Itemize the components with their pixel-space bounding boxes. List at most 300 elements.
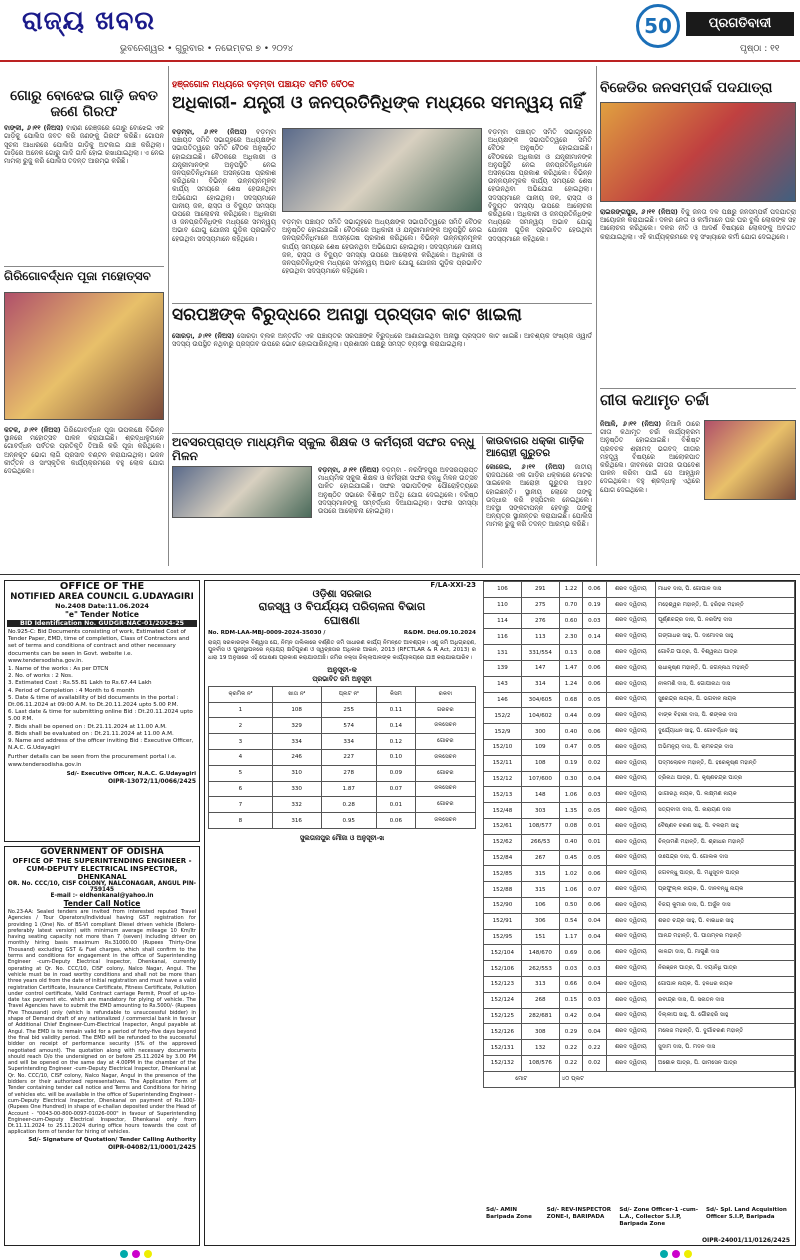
table-cell: 0.05 [583, 850, 606, 866]
story-photo [172, 466, 312, 518]
registration-mark-icon [144, 1250, 152, 1258]
ad-row: 5. Date & time of availability of bid documents in the portal : Dt.06.11.2024 at 09:00 A.M. to Dt.20.11.2024 upto 5.00 P.M. [8, 694, 179, 709]
table-cell: 267 [521, 850, 559, 866]
table-cell: 0.13 [559, 645, 582, 661]
divider [168, 66, 169, 566]
table-cell: 334 [272, 734, 321, 750]
ad-schedule-label: ଅନୁସୂଚୀ-କ [327, 665, 357, 674]
story-dateline: ବାଙ୍କୀ, ୬।୧୧ (ନିଅସ) [4, 124, 64, 133]
table-cell: 332 [272, 797, 321, 813]
ad-row: 3. Estimated Cost : Rs.55.81 Lakh to Rs.67.44 Lakh [8, 680, 152, 687]
table-cell: ଶରଦ ଦ୍ୱିତୀୟ [606, 676, 656, 692]
table-cell: 152/125 [484, 1008, 522, 1024]
table-cell: 315 [521, 882, 559, 898]
table-cell: 0.47 [559, 739, 582, 755]
table-cell: ଶରଦ ଦ୍ୱିତୀୟ [606, 1024, 656, 1040]
table-cell: ଶରଦ ଦ୍ୱିତୀୟ [606, 1008, 656, 1024]
table-cell: 0.69 [559, 945, 582, 961]
table-cell: 255 [321, 702, 376, 718]
table-row [484, 850, 795, 866]
table-cell: 152/62 [484, 834, 522, 850]
ad-title: NOTIFIED AREA COUNCIL G.UDAYAGIRI [10, 592, 194, 602]
ad-signature: Sd/- Spl. Land Acquisition Officer S.I.P, Baripada [705, 1207, 787, 1221]
divider [172, 433, 592, 434]
table-cell: ଜଳସେଚନ [415, 718, 475, 734]
table-row [484, 755, 795, 771]
table-cell: ଭାଗୀରଥି ନାୟକ, ପି. ଲକ୍ଷ୍ମଣ ନାୟକ [656, 787, 795, 803]
table-cell: 331/554 [521, 645, 559, 661]
table-cell: 114 [484, 613, 522, 629]
story-dateline: ବଡ଼ମ୍ବା, ୬।୧୧ (ନିଅସ) [172, 128, 247, 136]
table-row [484, 834, 795, 850]
ad-title: OFFICE OF THE SUPERINTENDING ENGINEER -CUM-DEPUTY ELECTRICAL INSPECTOR, DHENKANAL [12, 857, 192, 881]
table-cell: 1.06 [559, 882, 582, 898]
table-cell: 0.60 [559, 613, 582, 629]
table-cell: 8 [209, 813, 273, 829]
table-cell: 1.87 [321, 781, 376, 797]
table-cell: 148/670 [521, 945, 559, 961]
table-cell: 330 [272, 781, 321, 797]
table-row [484, 692, 795, 708]
table-cell: ଚିନ୍ତାମଣି ମହାନ୍ତି, ପି. ଶ୍ରୀଧର ମହାନ୍ତି [656, 834, 795, 850]
table-cell: 0.04 [583, 929, 606, 945]
story-no-confidence [172, 306, 592, 430]
table-cell: ଶରଦ ଦ୍ୱିତୀୟ [606, 582, 656, 598]
ad-intro: No.925-C: Bid Documents consisting of work, Estimated Cost of Tender Paper, EMD, time of completion, Class of Contractors and set of terms and conditions of contract and other necessary documents can be seen in Govt. website i.e. www.tendersodisha.gov.in. [8, 629, 190, 664]
table-cell: 152/88 [484, 882, 522, 898]
section-title: ରାଜ୍ୟ ଖବର [22, 6, 156, 36]
table-cell: ଶରଦ ଦ୍ୱିତୀୟ [606, 882, 656, 898]
schedule-table-large [483, 581, 795, 1088]
table-cell: 306 [521, 913, 559, 929]
table-cell: ତ୍ରିନାଥ ପାତ୍ର, ପି. କୃଷ୍ଣଚନ୍ଦ୍ର ପାତ୍ର [656, 771, 795, 787]
ad-row: 6. Last date & time for submitting online Bid : Dt.20.11.2024 upto 5.00 P.M. [8, 709, 193, 723]
table-cell: ଶରଦ ଦ୍ୱିତୀୟ [606, 913, 656, 929]
story-body: ବାରାଣ ରେଞ୍ଜରେ ଗୋରୁ ବୋଝେଇ ଏକ ଗାଡ଼ିକୁ ପୋଲିସ ଜବତ କରି ଜଣଙ୍କୁ ଗିରଫ କରିଛି। ଗୋପନ ସୂଚନା ଆଧାରରେ ପୋଲିସ ଗାଡ଼ିକୁ ଅଟକାଇ ଯାଞ୍ଚ କରିଥିଲା। ଗାଡ଼ିରେ ଅନେକ ଗୋରୁ ଗାଦି ଗାଦି ହୋଇ ରଖାଯାଇଥିଲା। ଏ ନେଇ ମାମଲା ରୁଜୁ କରି ପୋଲିସ ତଦନ୍ତ ଆରମ୍ଭ କରିଛି। [4, 124, 164, 165]
ad-signature: Sd/- Zone Officer-1 -cum-L.A., Collector S.I.P, Baripada Zone [619, 1207, 699, 1228]
ad-notice-label: Tender Call Notice [63, 899, 141, 908]
table-cell: ଗୋପାଳ ନାୟକ, ପି. ହଳଧର ନାୟକ [656, 976, 795, 992]
table-cell: 116 [484, 629, 522, 645]
table-cell: 131 [484, 645, 522, 661]
table-cell: 152/124 [484, 992, 522, 1008]
table-cell: 152/84 [484, 850, 522, 866]
table-cell: ସୁରେନ୍ଦ୍ର ନାୟକ, ପି. ଭଗବାନ ନାୟକ [656, 692, 795, 708]
table-cell: 0.40 [559, 724, 582, 740]
table-cell: 146 [484, 692, 522, 708]
table-cell: 152/12 [484, 771, 522, 787]
story-samiti-meeting [172, 80, 592, 300]
table-cell: ଶରଦ ଦ୍ୱିତୀୟ [606, 724, 656, 740]
table-cell: ନିରଞ୍ଜନ ପାତ୍ର, ପି. ଦୟାନିଧି ପାତ୍ର [656, 961, 795, 977]
masthead [0, 0, 800, 62]
table-cell: 0.01 [583, 834, 606, 850]
story-dateline: କୋରେଇ, ୬।୧୧ (ନିଅସ) [486, 463, 565, 471]
ad-row: 4. Period of Completion : 4 Month to 6 month [8, 687, 135, 694]
table-cell: ଶରଦ ଦ୍ୱିତୀୟ [606, 850, 656, 866]
table-cell: ଅଭିମନ୍ୟୁ ଦାସ, ପି. ରାମଚନ୍ଦ୍ର ଦାସ [656, 739, 795, 755]
table-row [484, 597, 795, 613]
table-cell: ଶରଦ ଦ୍ୱିତୀୟ [606, 771, 656, 787]
table-cell: 108 [272, 702, 321, 718]
table-total-value: ୪୦ ପ୍ଲଟ [559, 1071, 794, 1087]
table-cell: ଶରଦ ଦ୍ୱିତୀୟ [606, 755, 656, 771]
table-cell: 0.50 [559, 897, 582, 913]
table-cell: 0.05 [583, 692, 606, 708]
table-cell: 152/104 [484, 945, 522, 961]
schedule-table-small [208, 686, 476, 829]
table-cell: 0.54 [559, 913, 582, 929]
table-cell: 2.30 [559, 629, 582, 645]
table-cell: ଶରଦ ଦ୍ୱିତୀୟ [606, 976, 656, 992]
table-cell: 300 [521, 724, 559, 740]
table-cell: 1.22 [559, 582, 582, 598]
table-row [484, 961, 795, 977]
table-cell: 5 [209, 765, 273, 781]
story-headline: ବିଜେଡିର ଜନସମ୍ପର୍କ ପଦଯାତ୍ରା [600, 80, 773, 96]
table-cell: 108/577 [521, 818, 559, 834]
table-cell: 0.04 [583, 1024, 606, 1040]
table-cell: ଉପେନ୍ଦ୍ର ଦାସ, ପି. ଗୋଲକ ଦାସ [656, 850, 795, 866]
table-cell: 316 [272, 813, 321, 829]
table-cell: 0.44 [559, 708, 582, 724]
table-cell: ଶରଦ ଦ୍ୱିତୀୟ [606, 897, 656, 913]
table-cell: ଶରଦ ଦ୍ୱିତୀୟ [606, 961, 656, 977]
table-cell: 0.05 [583, 739, 606, 755]
table-cell: 0.06 [583, 945, 606, 961]
table-cell: ସତ୍ୟବାଦୀ ଦାସ, ପି. ନାରାୟଣ ଦାସ [656, 803, 795, 819]
ad-signature: Sd/- AMIN Baripada Zone [486, 1207, 532, 1221]
table-cell: 152/13 [484, 787, 522, 803]
ad-row: 7. Bids shall be opened on : Dt.21.11.2024 at 11.00 A.M. [8, 723, 167, 730]
table-cell: 108 [521, 755, 559, 771]
table-cell: ଶରଦ ଦ୍ୱିତୀୟ [606, 929, 656, 945]
table-cell: 1 [209, 702, 273, 718]
table-row [209, 797, 476, 813]
table-row [484, 992, 795, 1008]
table-cell: ଶରଦ ଦ୍ୱିତୀୟ [606, 992, 656, 1008]
table-row [484, 645, 795, 661]
newspaper-name: ପ୍ରଗତିବାଦୀ [686, 12, 794, 36]
story-headline: ଗିରିଗୋବର୍ଦ୍ଧନ ପୂଜା ମହୋତ୍ସବ [4, 270, 151, 283]
ad-title: ଓଡ଼ିଶା ସରକାର [312, 589, 372, 600]
table-cell: 152/123 [484, 976, 522, 992]
table-cell: 275 [521, 597, 559, 613]
table-row [484, 882, 795, 898]
table-cell: ଶରଦ ଦ୍ୱିତୀୟ [606, 945, 656, 961]
table-row [209, 781, 476, 797]
ad-revenue-declaration [204, 580, 796, 1246]
table-cell: ଶରଦ ଦ୍ୱିତୀୟ [606, 629, 656, 645]
table-cell: ଶରଦ ଦ୍ୱିତୀୟ [606, 818, 656, 834]
table-row [209, 765, 476, 781]
table-cell: 152/90 [484, 897, 522, 913]
table-cell: 0.68 [559, 692, 582, 708]
table-row [484, 708, 795, 724]
table-cell: ଶରତ ଚନ୍ଦ୍ର ସାହୁ, ପି. ବାଇଧର ସାହୁ [656, 913, 795, 929]
story-headline: ଗୀତା କଥାମୃତ ଚର୍ଚ୍ଚା [600, 392, 710, 409]
story-headline: ଗୋରୁ ବୋଝେଇ ଗାଡ଼ି ଜବତ ଜଣେ ଗିରଫ [10, 88, 158, 121]
table-cell: 104/602 [521, 708, 559, 724]
table-cell: 0.29 [559, 1024, 582, 1040]
divider [172, 303, 592, 304]
table-row [484, 929, 795, 945]
table-cell: 0.14 [376, 718, 415, 734]
table-cell: 1.02 [559, 866, 582, 882]
registration-mark-icon [672, 1250, 680, 1258]
table-cell: ଗୋଚର [415, 734, 475, 750]
table-cell: 151 [521, 929, 559, 945]
table-cell: 574 [321, 718, 376, 734]
table-cell: 0.22 [559, 1040, 582, 1056]
table-cell: 291 [521, 582, 559, 598]
table-cell: 0.09 [583, 708, 606, 724]
table-cell: ବିଜୟ କୁମାର ଦାସ, ପି. ଅର୍ଜୁନ ଦାସ [656, 897, 795, 913]
story-photo [600, 102, 796, 202]
table-cell: 0.04 [583, 913, 606, 929]
table-cell: ଶରଦ ଦ୍ୱିତୀୟ [606, 645, 656, 661]
divider [4, 266, 164, 267]
ad-row: 9. Name and address of the officer inviting Bid : Executive Officer, N.A.C. G.Udayagiri [8, 738, 194, 752]
table-cell: 276 [521, 613, 559, 629]
table-cell: ଶରଦ ଦ୍ୱିତୀୟ [606, 739, 656, 755]
declaration-right [483, 581, 795, 1203]
table-cell: 152/11 [484, 755, 522, 771]
ad-body: No.23-AA: Sealed tenders are invited from interested reputed Travel Agencies / Tour Operators/Individual having GST registration for providing 1 (One) No. of BS-VI compliant Diesel driven vehicle (Bolero-preferably latest version) with minimum average mileage 10 Km/ltr having seating capacity not more than 7 (seven) including driver on monthly hiring basis maximum Rs.31000.00 (Rupees Thirty-One Thousand) excluding GST & Fuel charges, which shall confirm to the terms and conditions for engagement in the office of Superintending Engineer -cum-Deputy Electrical Inspector, Dhenkanal, currently operating at Qr. No. CCC/10, CISF colony, Nalco Nagar, Angul. The vehicle must be in road worthy conditions and shall not be more than three years old from the date of initial registration and must have a valid registration Certificate, Insurance Certificate, Fitness Certificate, Pollution under control certificate, Valid Contract carriage Permit, Proof of up-to-date tax payment etc. which are mandatory for plying of vehicle. The Travel Agencies have to submit the EMD amounting to Rs.5000/- (Rupees Five Thousand) only (which is refundable to unsuccessful bidder) in shape of Demand draft of any nationalized / commercial bank in favour of Additional Chief Engineer-Cum-Electrical Inspector, Angul payable at Angul. The EMD is to remain valid for a period of forty-five days beyond the final bid validity period. The EMD will be refunded to the successful bidder on receipt of performance security (5% of the approved negotiated amount). The quotation along with necessary documents should reach O/o the undersigned on or before 25.11.2024 by 3.00 PM and will be opened on the same day at 4.00PM in the chamber of the Superintending Engineer -cum-Deputy Electrical Inspector, Dhenkanal at Qr. No. CCC/10, CISF colony, Nalco Nagar, Angul in the presence of the bidders or their authorized representatives. The Application Form of Tender containing tender call notice and Terms and Conditions for hiring of vehicles etc. will be available in the office of Superintending Engineer -cum-Deputy Electrical Inspector, Dhenkanal on payment of Rs.100/- (Rupees One Hundred) in shape of e-challan deposited under the Head of Account - "0043-00-800-0097-01026-000" in favour of Superintending Engineer-cum-Deputy Electrical Inspector, Dhenkanal only from Dt.11.11.2024 to 25.11.2024 during office hours towards the cost of application form of tender for hiring of vehicles. [8, 909, 196, 1136]
table-cell: ଶରଦ ଦ୍ୱିତୀୟ [606, 787, 656, 803]
table-row [484, 613, 795, 629]
table-row [484, 1040, 795, 1056]
ad-notice-date: R&DM. Dtd.09.10.2024 [403, 630, 476, 636]
table-row [484, 976, 795, 992]
table-cell: 0.05 [583, 803, 606, 819]
table-cell: 152/61 [484, 818, 522, 834]
ad-row: 2. No. of works : 2 Nos. [8, 673, 73, 680]
table-cell: 106 [484, 582, 522, 598]
table-cell: 148 [521, 787, 559, 803]
declaration-left [205, 581, 479, 1245]
table-row [484, 739, 795, 755]
story-body: ଗିରିଗୋବର୍ଦ୍ଧନ ପୂଜା ଉପଲକ୍ଷେ ବିଭିନ୍ନ ସ୍ଥାନରେ ମହୋତ୍ସବ ପାଳନ କରାଯାଇଛି। ଶ୍ରଦ୍ଧାଳୁମାନେ ଗୋବର୍ଦ୍ଧନ ପର୍ବତର ପ୍ରତିକୃତି ତିଆରି କରି ପୂଜା କରିଥିଲେ। ଅନ୍ନକୂଟ ଭୋଗ ଲାଗି ପ୍ରସାଦ ବଣ୍ଟନ କରାଯାଇଥିଲା। ଭଜନ କୀର୍ତ୍ତନ ଓ ସାଂସ୍କୃତିକ କାର୍ଯ୍ୟକ୍ରମରେ ବହୁ ଲୋକ ଯୋଗ ଦେଇଥିଲେ। [4, 426, 164, 476]
table-cell: ମାଧବ ଦାସ, ପି. ଗୋପାଳ ଦାସ [656, 582, 795, 598]
table-row [484, 1055, 795, 1071]
table-cell: ଦିଲ୍ଲୀପ ସାହୁ, ପି. ଗୌରହରି ସାହୁ [656, 1008, 795, 1024]
ad-title: GOVERNMENT OF ODISHA [40, 847, 164, 857]
table-cell: 0.40 [559, 834, 582, 850]
story-headline: ଅବସରପ୍ରାପ୍ତ ମାଧ୍ୟମିକ ସ୍କୁଲ ଶିକ୍ଷକ ଓ କର୍ମଚାରୀ ସଙ୍ଘର ବନ୍ଧୁ ମିଳନ [172, 436, 475, 463]
ad-signature: Sd/- REV-INSPECTOR ZONE-I, BARIPADA [546, 1207, 612, 1221]
registration-mark-icon [132, 1250, 140, 1258]
table-cell: 113 [521, 629, 559, 645]
table-header: କ୍ରମିକ ନଂ [209, 686, 273, 702]
table-cell: 1.24 [559, 676, 582, 692]
table-row [209, 750, 476, 766]
table-cell: 0.01 [583, 818, 606, 834]
table-cell: 143 [484, 676, 522, 692]
ad-reference: OIPR-13072/11/0066/2425 [107, 778, 196, 786]
ad-list-title: ପ୍ରଭାବିତ ଜମି ଅନୁସୂଚୀ [312, 674, 372, 683]
table-cell: 0.01 [376, 797, 415, 813]
table-cell: 1.47 [559, 660, 582, 676]
table-cell: 0.22 [559, 1055, 582, 1071]
story-body-lower: ବଡ଼ମ୍ବା ପଞ୍ଚାୟତ ସମିତି ସଭାଗୃହରେ ଅଧ୍ୟକ୍ଷଙ୍କ ସଭାପତିତ୍ୱରେ ସମିତି ବୈଠକ ଅନୁଷ୍ଠିତ ହୋଇଯାଇଛି। ବୈଠକରେ ଅଧିକାରୀ ଓ ଯନ୍ତ୍ରୀମାନଙ୍କ ଅନୁପସ୍ଥିତି ନେଇ ଜନପ୍ରତିନିଧିମାନେ ଅସନ୍ତୋଷ ପ୍ରକାଶ କରିଥିଲେ। ବିଭିନ୍ନ ଉନ୍ନୟନମୂଳକ କାର୍ଯ୍ୟ ସମୟରେ ଶେଷ ହେଉନଥିବା ଅଭିଯୋଗ ହୋଇଥିଲା। ସଦସ୍ୟମାନେ ପାନୀୟ ଜଳ, ରାସ୍ତା ଓ ବିଦ୍ୟୁତ ସମସ୍ୟା ଉପରେ ଆଲୋଚନା କରିଥିଲେ। ଅଧିକାରୀ ଓ ଜନପ୍ରତିନିଧିଙ୍କ ମଧ୍ୟରେ ସମନ୍ୱୟ ଅଭାବ ଯୋଗୁ ଯୋଜନା ଗୁଡ଼ିକ ପ୍ରଭାବିତ ହେଉଥିବା ସଦସ୍ୟମାନେ କହିଥିଲେ। [282, 218, 482, 276]
table-cell: 315 [521, 866, 559, 882]
table-cell: 310 [272, 765, 321, 781]
divider [482, 436, 483, 568]
table-cell: ଶରଦ ଦ୍ୱିତୀୟ [606, 1055, 656, 1071]
table-cell: 152/2 [484, 708, 522, 724]
table-cell: 334 [321, 734, 376, 750]
table-cell: 0.02 [583, 1055, 606, 1071]
table-cell: 0.04 [583, 1008, 606, 1024]
registration-mark-icon [684, 1250, 692, 1258]
table-cell: ଶରଦ ଦ୍ୱିତୀୟ [606, 866, 656, 882]
anniversary-logo-icon: 50 [636, 4, 680, 48]
table-cell: ଜଳସେଚନ [415, 781, 475, 797]
table-cell: 278 [321, 765, 376, 781]
table-cell: ଜଗବନ୍ଧୁ ପାତ୍ର, ପି. ମଧୁସୂଦନ ପାତ୍ର [656, 866, 795, 882]
table-cell: 152/95 [484, 929, 522, 945]
table-cell: 152/10 [484, 739, 522, 755]
table-cell: ଜଳସେଚନ [415, 750, 475, 766]
ad-bid-id: BID Identification No. GUDGR-NAC-01/2024-25 [7, 620, 197, 627]
story-headline: ଅଧିକାରୀ- ଯନ୍ତ୍ରୀ ଓ ଜନପ୍ରତିନିଧିଙ୍କ ମଧ୍ୟରେ ସମନ୍ୱୟ ନାହିଁ [172, 93, 583, 113]
table-cell: 152/132 [484, 1055, 522, 1071]
table-row [484, 818, 795, 834]
table-header: ଖାତା ନଂ [272, 686, 321, 702]
table-cell: 0.06 [583, 582, 606, 598]
table-row [209, 734, 476, 750]
table-cell: ଗୋଚର [415, 765, 475, 781]
story-headline: ସରପଞ୍ଚଙ୍କ ବିରୁଦ୍ଧରେ ଅନାସ୍ଥା ପ୍ରସ୍ତାବ କାଟ ଖାଇଲା [172, 306, 522, 325]
registration-mark-icon [660, 1250, 668, 1258]
ad-address: OR. No. CCC/10, CISF COLONY, NALCONAGAR, ANGUL PIN-759145 [7, 881, 197, 893]
table-cell: 262/553 [521, 961, 559, 977]
table-cell: ଶରଦ ଦ୍ୱିତୀୟ [606, 1040, 656, 1056]
table-cell: 0.03 [559, 961, 582, 977]
story-gita-kathamruta [600, 392, 796, 570]
table-header: ପ୍ଲଟ ନଂ [321, 686, 376, 702]
table-cell: 0.06 [583, 724, 606, 740]
table-header: କିସମ [376, 686, 415, 702]
ad-letter-no: No.2408 Date:11.06.2024 [55, 602, 149, 610]
table-cell: ଶରଦ ଦ୍ୱିତୀୟ [606, 613, 656, 629]
story-body: ବଡ଼ମ୍ବା ପଞ୍ଚାୟତ ସମିତି ସଭାଗୃହରେ ଅଧ୍ୟକ୍ଷଙ୍କ ସଭାପତିତ୍ୱରେ ସମିତି ବୈଠକ ଅନୁଷ୍ଠିତ ହୋଇଯାଇଛି। ବୈଠକରେ ଅଧିକାରୀ ଓ ଯନ୍ତ୍ରୀମାନଙ୍କ ଅନୁପସ୍ଥିତି ନେଇ ଜନପ୍ରତିନିଧିମାନେ ଅସନ୍ତୋଷ ପ୍ରକାଶ କରିଥିଲେ। ବିଭିନ୍ନ ଉନ୍ନୟନମୂଳକ କାର୍ଯ୍ୟ ସମୟରେ ଶେଷ ହେଉନଥିବା ଅଭିଯୋଗ ହୋଇଥିଲା। ସଦସ୍ୟମାନେ ପାନୀୟ ଜଳ, ରାସ୍ତା ଓ ବିଦ୍ୟୁତ ସମସ୍ୟା ଉପରେ ଆଲୋଚନା କରିଥିଲେ। ଅଧିକାରୀ ଓ ଜନପ୍ରତିନିଧିଙ୍କ ମଧ୍ୟରେ ସମନ୍ୱୟ ଅଭାବ ଯୋଗୁ ଯୋଜନା ଗୁଡ଼ିକ ପ୍ରଭାବିତ ହେଉଥିବା ସଦସ୍ୟମାନେ କହିଥିଲେ। [172, 128, 276, 243]
table-cell: 106 [521, 897, 559, 913]
table-cell: 1.17 [559, 929, 582, 945]
table-cell: 152/126 [484, 1024, 522, 1040]
table-cell: 4 [209, 750, 273, 766]
table-cell: 109 [521, 739, 559, 755]
story-dateline: ରାଇରଙ୍ଗପୁର, ୬।୧୧ (ନିଅସ) [600, 208, 678, 216]
table-cell: 0.04 [583, 976, 606, 992]
ad-reference: OIPR-24001/11/0126/2425 [701, 1237, 790, 1244]
table-row [484, 629, 795, 645]
table-row [209, 718, 476, 734]
table-cell: 110 [484, 597, 522, 613]
table-cell: 0.12 [376, 734, 415, 750]
table-cell: ଗୋଚର [415, 797, 475, 813]
registration-mark-icon [120, 1250, 128, 1258]
table-cell: ରବୀନ୍ଦ୍ର ଦାସ, ପି. ସନାତନ ଦାସ [656, 992, 795, 1008]
table-cell: ଅଶୋକ ପାତ୍ର, ପି. ଭୀମସେନ ପାତ୍ର [656, 1055, 795, 1071]
ad-email: E-mail :- eidhenkanal@yahoo.in [50, 893, 154, 899]
ad-title: ରାଜସ୍ୱ ଓ ବିପର୍ଯ୍ୟୟ ପରିଚାଳନା ବିଭାଗ [258, 600, 426, 613]
table-cell: ରାଧାକୃଷ୍ଣ ମହାନ୍ତି, ପି. ଜଗନ୍ନାଥ ମହାନ୍ତି [656, 660, 795, 676]
table-cell: 0.19 [559, 755, 582, 771]
table-cell: 7 [209, 797, 273, 813]
table-cell: 314 [521, 676, 559, 692]
table-cell: 303 [521, 803, 559, 819]
table-cell: ଗୋବିନ୍ଦ ପାତ୍ର, ପି. ବିଶ୍ୱନାଥ ପାତ୍ର [656, 645, 795, 661]
table-row [484, 660, 795, 676]
ad-title: ଘୋଷଣା [324, 614, 360, 627]
table-cell: 152/106 [484, 961, 522, 977]
table-cell: 0.45 [559, 850, 582, 866]
table-cell: କାଳନ୍ଦୀ ଦାସ, ପି. ମାଗୁଣି ଦାସ [656, 945, 795, 961]
table-row [484, 724, 795, 740]
table-row [484, 582, 795, 598]
table-cell: 246 [272, 750, 321, 766]
story-body-continued: ବଡ଼ମ୍ବା ପଞ୍ଚାୟତ ସମିତି ସଭାଗୃହରେ ଅଧ୍ୟକ୍ଷଙ୍କ ସଭାପତିତ୍ୱରେ ସମିତି ବୈଠକ ଅନୁଷ୍ଠିତ ହୋଇଯାଇଛି। ବୈଠକରେ ଅଧିକାରୀ ଓ ଯନ୍ତ୍ରୀମାନଙ୍କ ଅନୁପସ୍ଥିତି ନେଇ ଜନପ୍ରତିନିଧିମାନେ ଅସନ୍ତୋଷ ପ୍ରକାଶ କରିଥିଲେ। ବିଭିନ୍ନ ଉନ୍ନୟନମୂଳକ କାର୍ଯ୍ୟ ସମୟରେ ଶେଷ ହେଉନଥିବା ଅଭିଯୋଗ ହୋଇଥିଲା। ସଦସ୍ୟମାନେ ପାନୀୟ ଜଳ, ରାସ୍ତା ଓ ବିଦ୍ୟୁତ ସମସ୍ୟା ଉପରେ ଆଲୋଚନା କରିଥିଲେ। ଅଧିକାରୀ ଓ ଜନପ୍ରତିନିଧିଙ୍କ ମଧ୍ୟରେ ସମନ୍ୱୟ ଅଭାବ ଯୋଗୁ ଯୋଜନା ଗୁଡ଼ିକ ପ୍ରଭାବିତ ହେଉଥିବା ସଦସ୍ୟମାନେ କହିଥିଲେ। [488, 128, 592, 243]
table-cell: 0.42 [559, 1008, 582, 1024]
table-cell: 266/53 [521, 834, 559, 850]
table-cell: 0.04 [583, 771, 606, 787]
table-row [484, 803, 795, 819]
table-cell: 0.07 [583, 882, 606, 898]
table-cell: 0.28 [321, 797, 376, 813]
table-cell: 0.30 [559, 771, 582, 787]
table-cell: ପଦ୍ମଲୋଚନ ମହାନ୍ତି, ପି. ହରେକୃଷ୍ଣ ମହାନ୍ତି [656, 755, 795, 771]
table-cell: ଗଙ୍ଗାଧର ସାହୁ, ପି. ଦାମୋଦର ସାହୁ [656, 629, 795, 645]
table-cell: 0.11 [376, 702, 415, 718]
table-cell: ସୁଦାମ ଦାସ, ପି. ମଦନ ଦାସ [656, 1040, 795, 1056]
table-row [484, 1008, 795, 1024]
ad-footer: Further details can be seen from the procurement portal i.e. www.tendersodisha.gov.in [8, 754, 177, 768]
story-body: ବିଜୁ ଜନତା ଦଳ ପକ୍ଷରୁ ଜନସମ୍ପର୍କ ପଦଯାତ୍ରା ଆୟୋଜନ କରାଯାଇଛି। ଦଳର ନେତା ଓ କର୍ମୀମାନେ ଘର ଘର ବୁଲି ଲୋକଙ୍କ ସହ ଆଲୋଚନା କରିଥିଲେ। ଦଳର ନୀତି ଓ ଆଦର୍ଶ ବିଷୟରେ ଲୋକଙ୍କୁ ଅବଗତ କରାଯାଇଥିଲା। ଏହି କାର୍ଯ୍ୟକ୍ରମରେ ବହୁ ସଂଖ୍ୟାରେ କର୍ମୀ ଯୋଗ ଦେଇଥିଲେ। [600, 208, 796, 241]
table-cell: 0.95 [321, 813, 376, 829]
table-cell: 0.19 [583, 597, 606, 613]
divider [0, 574, 800, 575]
story-dateline: କଟକ, ୬।୧୧ (ନିଅସ) [4, 426, 61, 434]
table-cell: 0.06 [583, 676, 606, 692]
story-photo [704, 420, 796, 500]
table-row [484, 787, 795, 803]
table-row [484, 913, 795, 929]
table-cell: 1.35 [559, 803, 582, 819]
table-row [484, 866, 795, 882]
story-retired-teachers [172, 436, 478, 570]
table-row [484, 1024, 795, 1040]
story-bjd-padayatra [600, 80, 796, 385]
issue-dateline: ଭୁବନେଶ୍ୱର • ଗୁରୁବାର • ନଭେମ୍ବର ୭ • ୨୦୨୪ [120, 44, 294, 54]
table-cell: 268 [521, 992, 559, 1008]
table-cell: 0.15 [559, 992, 582, 1008]
table-cell: ଶରଦ ଦ୍ୱିତୀୟ [606, 660, 656, 676]
story-photo [282, 128, 482, 212]
table-cell: ବାଙ୍କ ବିହାରୀ ଦାସ, ପି. ଶଙ୍କର ଦାସ [656, 708, 795, 724]
table-cell: 147 [521, 660, 559, 676]
table-cell: 0.03 [583, 992, 606, 1008]
table-cell: 152/9 [484, 724, 522, 740]
divider [596, 66, 597, 566]
table-cell: 2 [209, 718, 273, 734]
table-cell: 108/576 [521, 1055, 559, 1071]
table-cell: ନୀଳମଣି ଦାସ, ପି. ଗୋପୀନାଥ ଦାସ [656, 676, 795, 692]
table-cell: 0.07 [376, 781, 415, 797]
table-cell: 282/681 [521, 1008, 559, 1024]
table-cell: 0.10 [376, 750, 415, 766]
